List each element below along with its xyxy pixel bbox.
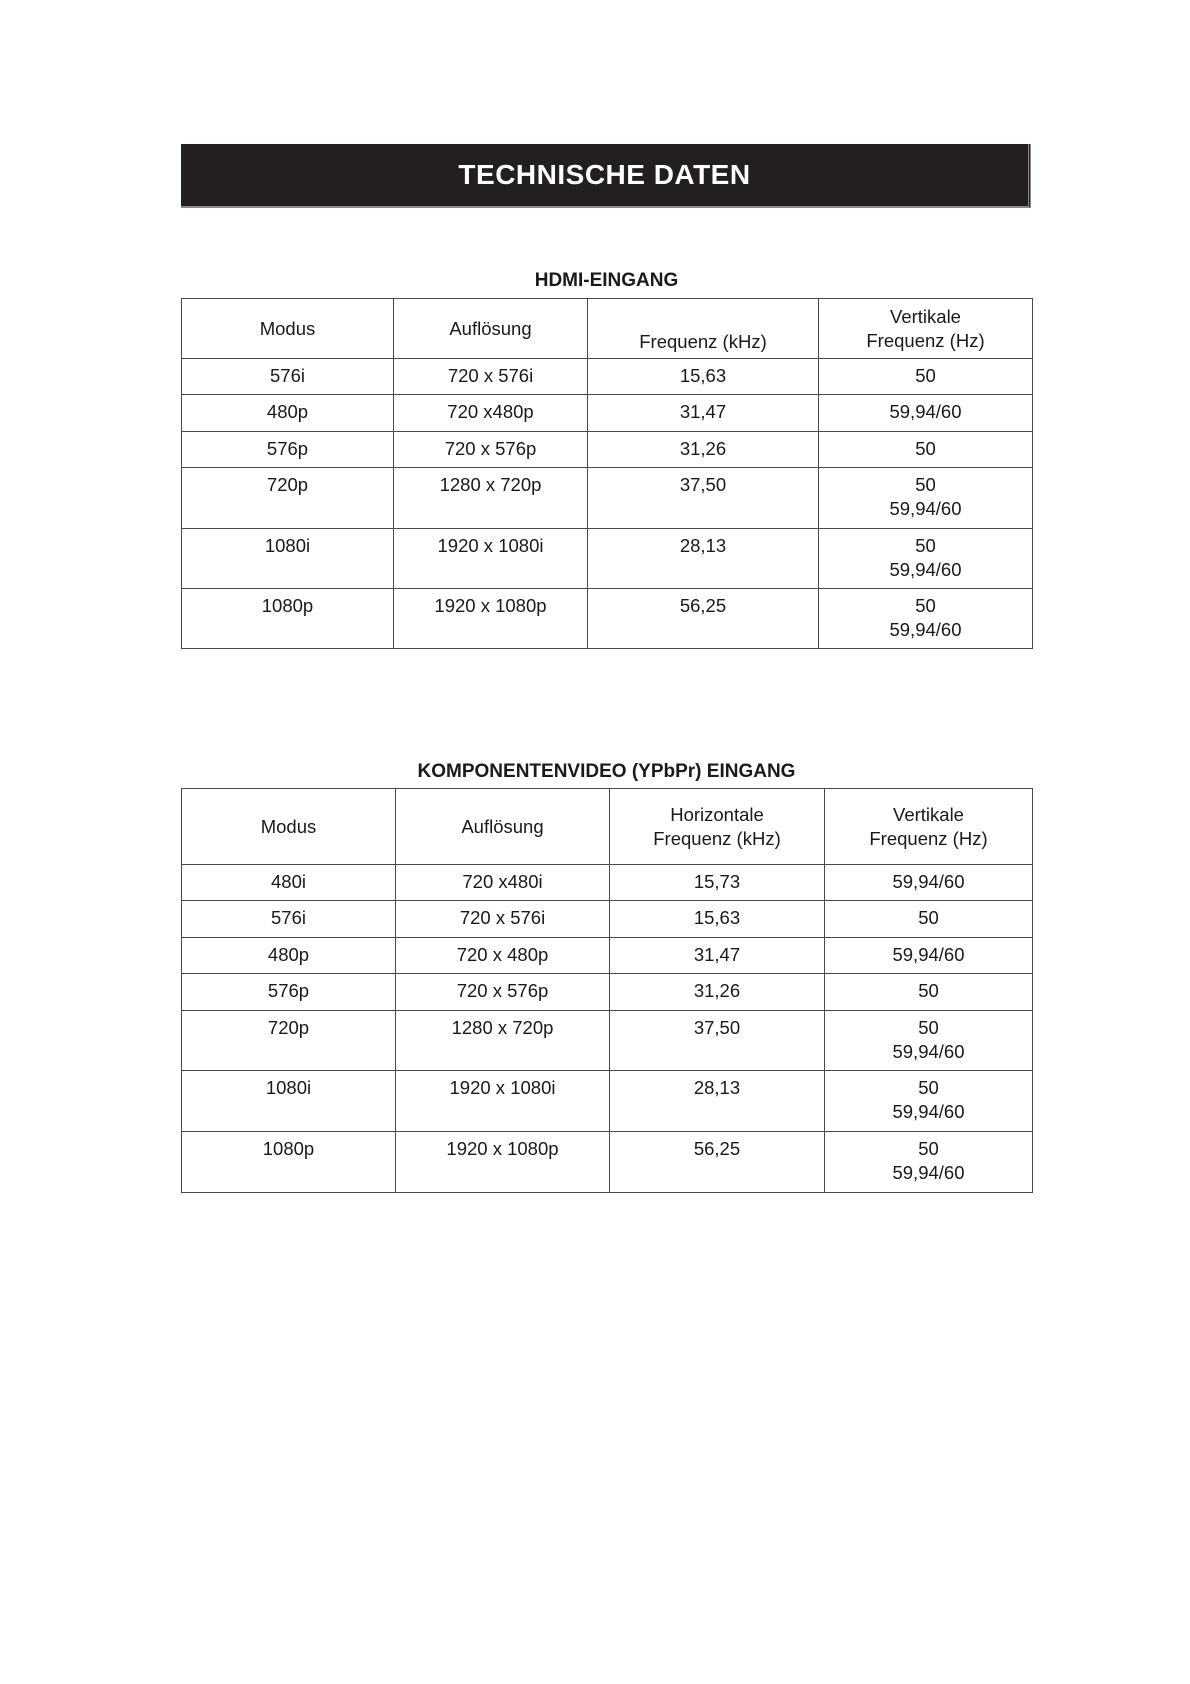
component-header-row bbox=[182, 789, 1033, 865]
table-row: 720p 1280 x 720p 37,50 50 59,94/60 bbox=[182, 1011, 1033, 1071]
component-header-horizontale: Horizontale Frequenz (kHz) bbox=[610, 789, 825, 865]
table-row: 720p 1280 x 720p 37,50 50 59,94/60 bbox=[182, 468, 1033, 529]
component-header-aufloesung: Auflösung bbox=[396, 789, 610, 865]
hdmi-table bbox=[181, 298, 1033, 649]
hdmi-header-vertikale: Vertikale Frequenz (Hz) bbox=[819, 299, 1033, 359]
component-section-title: KOMPONENTENVIDEO (YPbPr) EINGANG bbox=[417, 761, 796, 782]
hdmi-header-frequenz: Frequenz (kHz) bbox=[588, 299, 819, 359]
table-row: 1080i 1920 x 1080i 28,13 50 59,94/60 bbox=[182, 529, 1033, 589]
table-row: 480p 720 x 480p 31,47 59,94/60 bbox=[182, 938, 1033, 974]
page-title: TECHNISCHE DATEN bbox=[458, 159, 751, 190]
component-header-vertikale: Vertikale Frequenz (Hz) bbox=[825, 789, 1033, 865]
table-row: 576i 720 x 576i 15,63 50 bbox=[182, 359, 1033, 395]
table-row: 1080p 1920 x 1080p 56,25 50 59,94/60 bbox=[182, 589, 1033, 649]
page-title-bar bbox=[181, 144, 1031, 208]
hdmi-section-title: HDMI-EINGANG bbox=[534, 270, 679, 291]
component-header-modus: Modus bbox=[182, 789, 396, 865]
hdmi-header-modus: Modus bbox=[182, 299, 394, 359]
table-row: 576p 720 x 576p 31,26 50 bbox=[182, 974, 1033, 1011]
hdmi-header-row bbox=[182, 299, 1033, 359]
table-row: 576p 720 x 576p 31,26 50 bbox=[182, 432, 1033, 468]
component-table bbox=[181, 788, 1033, 1193]
table-row: 480p 720 x480p 31,47 59,94/60 bbox=[182, 395, 1033, 432]
hdmi-header-aufloesung: Auflösung bbox=[394, 299, 588, 359]
table-row: 1080p 1920 x 1080p 56,25 50 59,94/60 bbox=[182, 1132, 1033, 1193]
table-row: 1080i 1920 x 1080i 28,13 50 59,94/60 bbox=[182, 1071, 1033, 1132]
table-row: 576i 720 x 576i 15,63 50 bbox=[182, 901, 1033, 938]
table-row: 480i 720 x480i 15,73 59,94/60 bbox=[182, 865, 1033, 901]
